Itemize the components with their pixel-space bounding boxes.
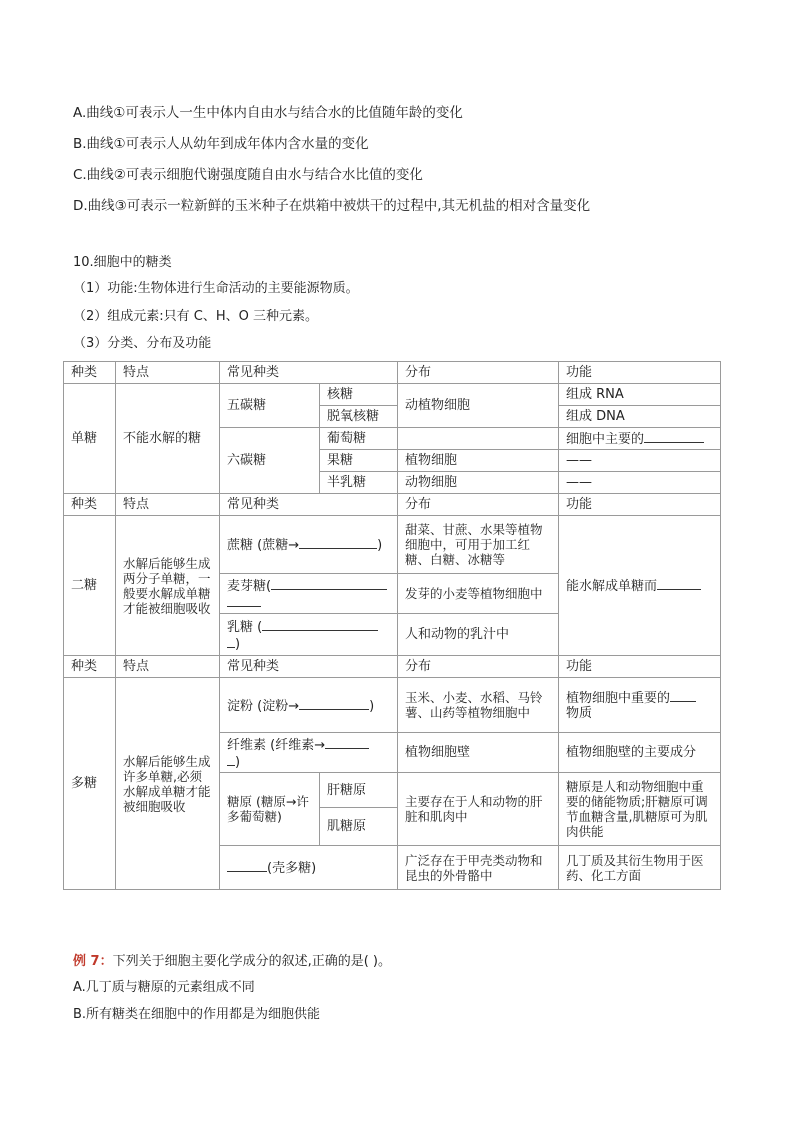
func-chitin: 几丁质及其衍生物用于医药、化工方面 xyxy=(559,846,721,890)
close-paren: ) xyxy=(235,636,241,652)
dist-starch: 玉米、小麦、水稻、马铃薯、山药等植物细胞中 xyxy=(398,678,559,733)
answer-blank xyxy=(325,736,369,749)
func-starch xyxy=(559,678,721,733)
example-label: 例 7： xyxy=(73,954,113,969)
hexose-cell: 六碳糖 xyxy=(220,428,320,494)
header-distribution: 分布 xyxy=(398,656,559,678)
table-row xyxy=(64,678,721,733)
section-item-elements: （2）组成元素:只有 C、H、O 三种元素。 xyxy=(73,309,319,324)
example-option-a: A.几丁质与糖原的元素组成不同 xyxy=(73,980,255,995)
close-paren: ) xyxy=(235,754,241,770)
dist-fructose: 植物细胞 xyxy=(398,450,559,472)
dist-lactose: 人和动物的乳汁中 xyxy=(398,614,559,656)
sugar-table xyxy=(63,361,721,890)
option-c: C.曲线②可表示细胞代谢强度随自由水与结合水比值的变化 xyxy=(73,167,423,183)
func-cellulose: 植物细胞壁的主要成分 xyxy=(559,733,721,773)
fructose-cell: 果糖 xyxy=(320,450,398,472)
lactose-cell xyxy=(220,614,398,656)
section-item-function: （1）功能:生物体进行生命活动的主要能源物质。 xyxy=(73,281,359,296)
answer-blank xyxy=(657,577,701,590)
answer-blank xyxy=(644,430,704,443)
table-header-row xyxy=(64,494,721,516)
glycogen-cell: 糖原 (糖原→许多葡萄糖) xyxy=(220,773,320,846)
answer-blank xyxy=(227,859,267,872)
di-function-text: 能水解成单糖而 xyxy=(566,579,658,594)
poly-feature: 水解后能够生成许多单糖,必须水解成单糖才能被细胞吸收 xyxy=(116,678,220,890)
func-starch-text: 植物细胞中重要的 xyxy=(566,691,671,706)
starch-text: 淀粉 (淀粉→ xyxy=(227,698,300,714)
close-paren: ) xyxy=(369,698,375,714)
header-function: 功能 xyxy=(559,494,721,516)
option-b: B.曲线①可表示人从幼年到成年体内含水量的变化 xyxy=(73,136,369,152)
func-fructose: —— xyxy=(559,450,721,472)
liver-glycogen-cell: 肝糖原 xyxy=(320,773,398,808)
header-feature: 特点 xyxy=(116,494,220,516)
func-ribose: 组成 RNA xyxy=(559,384,721,406)
header-distribution: 分布 xyxy=(398,494,559,516)
maltose-cell xyxy=(220,574,398,614)
example-option-b: B.所有糖类在细胞中的作用都是为细胞供能 xyxy=(73,1007,321,1022)
maltose-text: 麦芽糖( xyxy=(227,578,272,594)
table-row xyxy=(64,384,721,406)
di-feature: 水解后能够生成两分子单糖，一般要水解成单糖才能被细胞吸收 xyxy=(116,516,220,656)
func-deoxyribose: 组成 DNA xyxy=(559,406,721,428)
cellulose-cell xyxy=(220,733,398,773)
answer-blank xyxy=(227,594,261,607)
chitin-text: (壳多糖) xyxy=(267,861,317,876)
header-common: 常见种类 xyxy=(220,656,398,678)
dist-cellulose: 植物细胞壁 xyxy=(398,733,559,773)
answer-blank xyxy=(299,697,369,710)
header-common: 常见种类 xyxy=(220,494,398,516)
func-glycogen: 糖原是人和动物细胞中重要的储能物质;肝糖原可调节血糖含量,肌糖原可为肌肉供能 xyxy=(559,773,721,846)
chitin-cell xyxy=(220,846,398,890)
close-paren: ) xyxy=(377,538,383,553)
header-function: 功能 xyxy=(559,362,721,384)
dist-chitin: 广泛存在于甲壳类动物和昆虫的外骨骼中 xyxy=(398,846,559,890)
header-function: 功能 xyxy=(559,656,721,678)
answer-blank xyxy=(262,618,378,631)
ribose-cell: 核糖 xyxy=(320,384,398,406)
answer-blank xyxy=(227,635,235,648)
table-row xyxy=(64,516,721,574)
table-header-row xyxy=(64,362,721,384)
mono-kind: 单糖 xyxy=(64,384,116,494)
mono-feature: 不能水解的糖 xyxy=(116,384,220,494)
func-glucose-text: 细胞中主要的 xyxy=(566,432,645,447)
header-kind: 种类 xyxy=(64,362,116,384)
table-header-row xyxy=(64,656,721,678)
sucrose-cell xyxy=(220,516,398,574)
option-d: D.曲线③可表示一粒新鲜的玉米种子在烘箱中被烘干的过程中,其无机盐的相对含量变化 xyxy=(73,198,591,214)
section-item-classification: （3）分类、分布及功能 xyxy=(73,336,212,351)
func-glucose xyxy=(559,428,721,450)
glucose-cell: 葡萄糖 xyxy=(320,428,398,450)
lactose-text: 乳糖 ( xyxy=(227,619,263,635)
dist-sucrose: 甜菜、甘蔗、水果等植物细胞中，可用于加工红糖、白糖、冰糖等 xyxy=(398,516,559,574)
header-kind: 种类 xyxy=(64,494,116,516)
answer-blank xyxy=(271,577,387,590)
section-title: 10.细胞中的糖类 xyxy=(73,255,172,270)
starch-cell xyxy=(220,678,398,733)
poly-kind: 多糖 xyxy=(64,678,116,890)
pentose-cell: 五碳糖 xyxy=(220,384,320,428)
header-kind: 种类 xyxy=(64,656,116,678)
header-distribution: 分布 xyxy=(398,362,559,384)
dist-maltose: 发芽的小麦等植物细胞中 xyxy=(398,574,559,614)
func-galactose: —— xyxy=(559,472,721,494)
option-a: A.曲线①可表示人一生中体内自由水与结合水的比值随年龄的变化 xyxy=(73,105,463,121)
example-question xyxy=(73,953,391,971)
dist-glycogen: 主要存在于人和动物的肝脏和肌肉中 xyxy=(398,773,559,846)
header-common: 常见种类 xyxy=(220,362,398,384)
deoxyribose-cell: 脱氧核糖 xyxy=(320,406,398,428)
dist-pentose: 动植物细胞 xyxy=(398,384,559,428)
answer-blank xyxy=(299,536,377,549)
di-kind: 二糖 xyxy=(64,516,116,656)
header-feature: 特点 xyxy=(116,362,220,384)
example-question-text: 下列关于细胞主要化学成分的叙述,正确的是( )。 xyxy=(112,954,391,969)
galactose-cell: 半乳糖 xyxy=(320,472,398,494)
dist-glucose-empty xyxy=(398,428,559,450)
answer-blank xyxy=(670,689,696,702)
func-starch-text-b: 物质 xyxy=(566,706,593,721)
dist-galactose: 动物细胞 xyxy=(398,472,559,494)
sucrose-text: 蔗糖 (蔗糖→ xyxy=(227,538,300,553)
header-feature: 特点 xyxy=(116,656,220,678)
di-function xyxy=(559,516,721,656)
cellulose-text: 纤维素 (纤维素→ xyxy=(227,737,326,753)
answer-blank xyxy=(227,753,235,766)
muscle-glycogen-cell: 肌糖原 xyxy=(320,808,398,846)
